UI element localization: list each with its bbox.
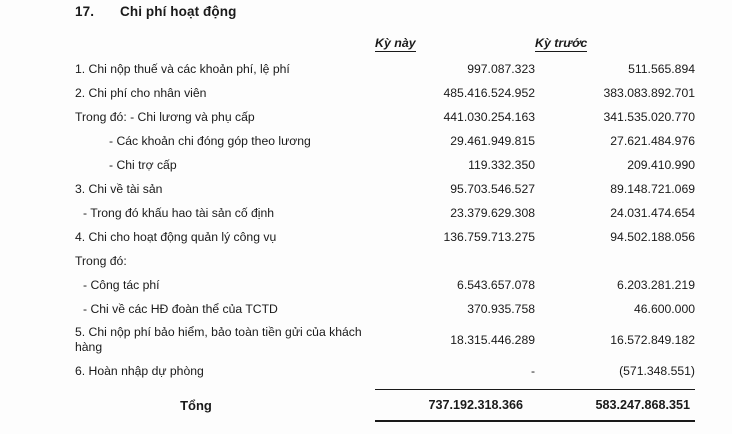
header-previous-period-text: Kỳ trước [535,35,588,50]
note-number: 17. [75,4,95,19]
row-label-text: 6. Hoàn nhập dự phòng [75,363,204,378]
row-label-text: - Chi trợ cấp [109,157,177,172]
row-label [75,105,375,129]
operating-expenses-table [75,30,695,422]
row-label-text: 2. Chi phí cho nhân viên [75,85,207,100]
row-label [75,201,375,225]
total-label: Tổng [180,397,212,413]
row-previous-value: 383.083.892.701 [603,86,695,100]
row-current-value: 6.543.657.078 [457,278,535,292]
row-label [75,129,375,153]
row-previous-value: 341.535.020.770 [603,110,695,124]
row-label [75,273,375,297]
row-current-value: 370.935.758 [467,302,535,316]
table-row [75,129,695,153]
table-row [75,177,695,201]
row-previous-value [535,249,695,273]
row-current-value: 997.087.323 [467,62,535,76]
row-label-text: - Trong đó khấu hao tài sản cố định [83,205,275,220]
row-previous-value: (571.348.551) [619,364,695,378]
row-label [75,81,375,105]
row-current-value: 119.332.350 [468,158,535,172]
row-label-text: Trong đó: - Chi lương và phụ cấp [75,109,255,124]
row-previous-value: 89.148.721.069 [610,182,695,196]
row-label-text: - Chi về các HĐ đoàn thể của TCTD [83,301,278,316]
row-label-text: Trong đó: [75,253,127,268]
table-body [75,57,695,383]
table-row [75,273,695,297]
row-label [75,249,375,273]
total-current: 737.192.318.366 [375,390,535,422]
row-previous-value: 6.203.281.219 [617,278,695,292]
row-label-text: 4. Chi cho hoạt động quản lý công vụ [75,229,277,244]
table-footer [75,383,695,421]
table-row [75,359,695,383]
row-current-value: 441.030.254.163 [443,110,535,124]
row-label [75,177,375,201]
row-current-value: 18.315.446.289 [450,333,535,347]
table-header [75,30,695,57]
header-row [75,30,695,57]
table-row [75,249,695,273]
table-row [75,321,695,359]
header-current-period-text: Kỳ này [375,35,416,50]
table-row [75,225,695,249]
header-current-period [375,30,535,57]
row-current-value: - [530,364,535,378]
row-label-text: - Công tác phí [83,277,160,292]
row-label [75,297,375,321]
row-label [75,225,375,249]
header-label [75,30,375,57]
row-current-value: 95.703.546.527 [450,182,535,196]
row-label-text: 5. Chi nộp phí bảo hiểm, bảo toàn tiền gửi của khách hàng [75,325,362,354]
row-previous-value: 46.600.000 [634,302,695,316]
table-row [75,57,695,81]
total-row [75,390,695,422]
row-previous-value: 16.572.849.182 [610,333,695,347]
row-label-text: 3. Chi về tài sản [75,181,163,196]
row-current-value: 23.379.629.308 [450,206,535,220]
table-row [75,105,695,129]
row-current-value [375,249,535,273]
row-label [75,321,375,359]
row-current-value: 136.759.713.275 [443,230,535,244]
row-label [75,153,375,177]
row-label [75,359,375,383]
row-previous-value: 511.565.894 [628,62,695,76]
row-previous-value: 27.621.484.976 [610,134,695,148]
table-row [75,201,695,225]
table-row [75,81,695,105]
row-label-text: 1. Chi nộp thuế và các khoản phí, lệ phí [75,61,290,76]
table-row [75,297,695,321]
row-label-text: - Các khoản chi đóng góp theo lương [109,133,311,148]
table-row [75,153,695,177]
header-previous-period [535,30,695,57]
total-previous: 583.247.868.351 [535,390,695,422]
row-current-value: 29.461.949.815 [450,134,535,148]
note-heading [75,4,236,19]
row-current-value: 485.416.524.952 [443,86,535,100]
row-previous-value: 24.031.474.654 [610,206,695,220]
row-previous-value: 94.502.188.056 [610,230,695,244]
row-previous-value: 209.410.990 [627,158,695,172]
row-label [75,57,375,81]
note-title: Chi phí hoạt động [120,4,237,19]
